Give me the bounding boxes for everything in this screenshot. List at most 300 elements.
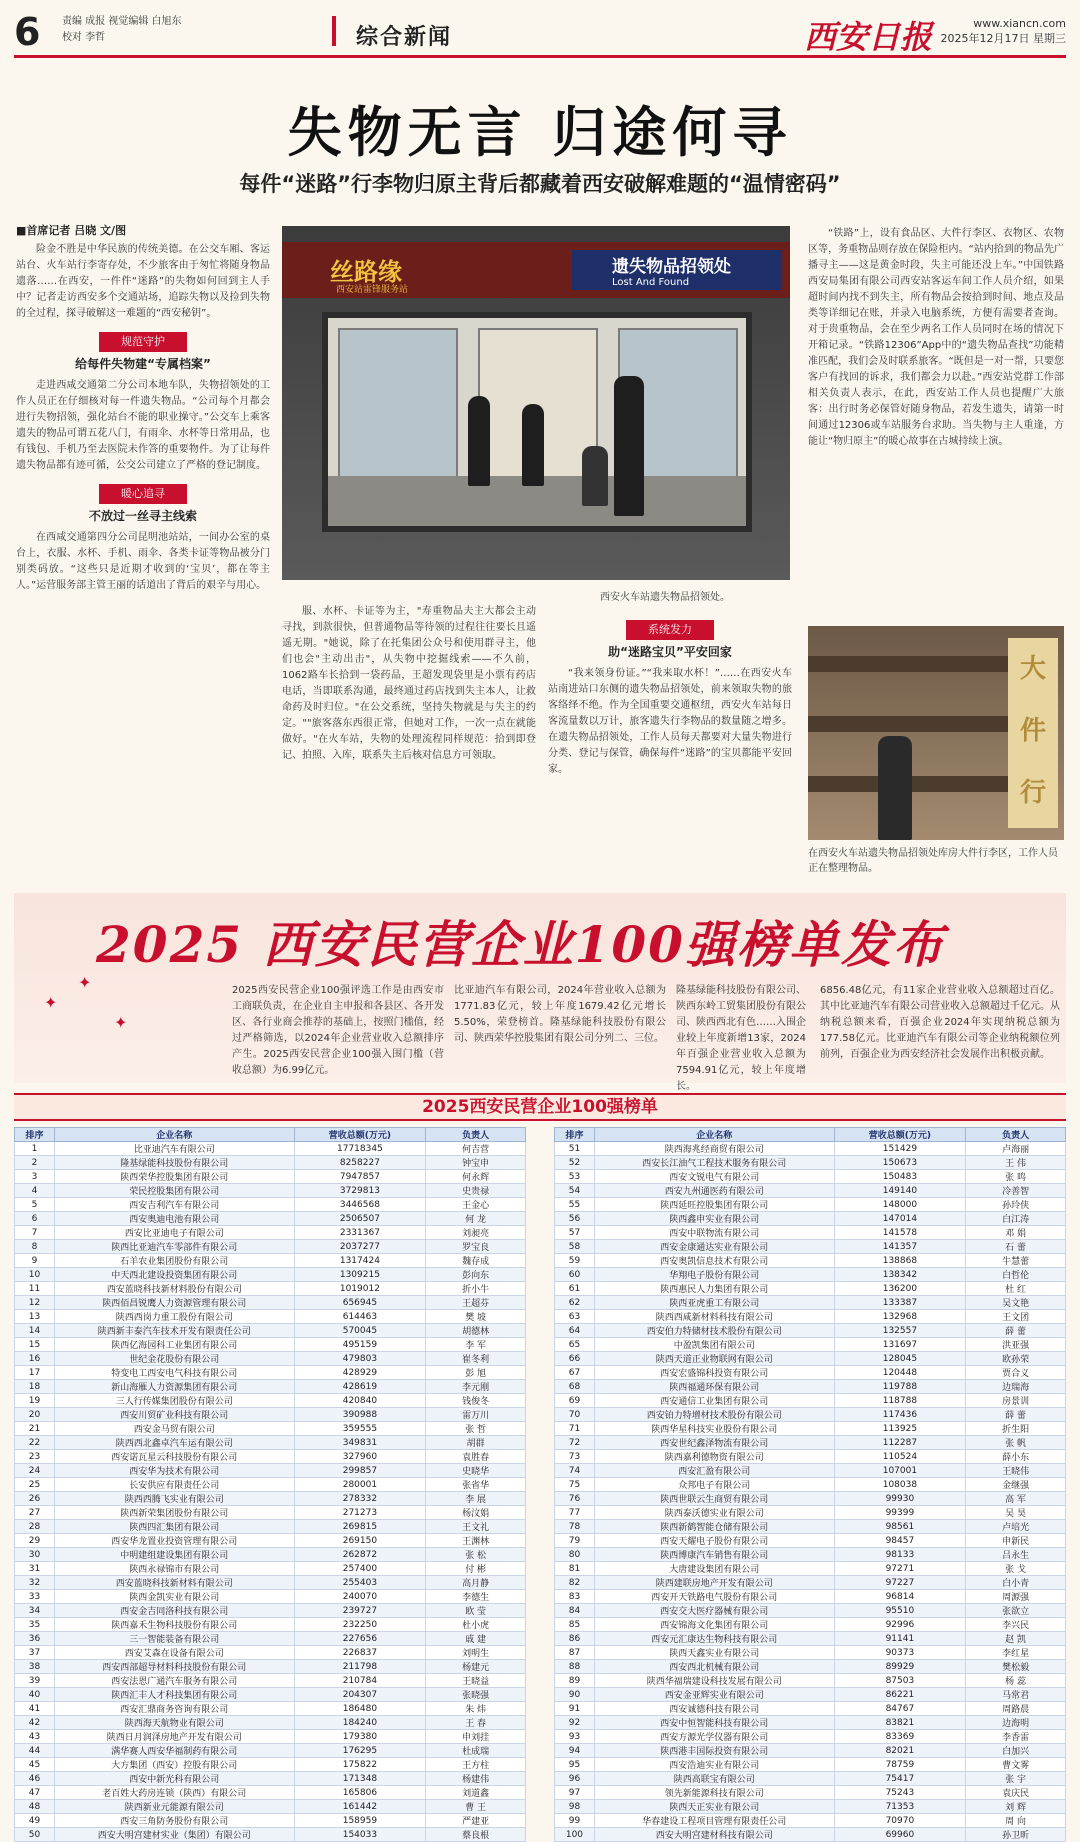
table-row bbox=[15, 1156, 526, 1170]
leader-cell: 樊 坡 bbox=[426, 1310, 526, 1324]
rank-cell: 29 bbox=[15, 1534, 55, 1548]
revenue-cell: 141357 bbox=[834, 1240, 966, 1254]
company-cell: 西安金康通达实业有限公司 bbox=[594, 1240, 834, 1254]
leader-cell: 高 军 bbox=[966, 1492, 1066, 1506]
column-text: 服、水杯、卡证等为主，"寿重物品夫主大都会主动寻找，到款很快，但普通物品等待领的过程往往要长且遥遥无期。"她说，除了在托集团公众号和使用群寻主，他们也会"主动出击"，从失物中挖掘线索——不久前，1062路车长拾到一袋药品，王超发现袋里是小票有药店电话，当即联系沟通，最终通过药店找到失主本人，让救命药及时归位。"在公交系统，坚持失物就是与失主的约定。""旅客落东西很正常，但她对工作，一次一点在就能做好。"在火车站，失物的处理流程同样规范：拾到即登记、拍照、入库，联系失主后核对信息方可领取。 bbox=[282, 606, 536, 761]
worker-figure bbox=[878, 736, 912, 840]
revenue-cell: 7947857 bbox=[294, 1170, 426, 1184]
table-row bbox=[15, 1730, 526, 1744]
leader-cell: 张晓强 bbox=[426, 1688, 526, 1702]
editor-credits bbox=[62, 14, 182, 46]
revenue-cell: 131697 bbox=[834, 1338, 966, 1352]
ranking-list-title: 2025西安民营企业100强榜单 bbox=[14, 1093, 1066, 1121]
dove-icon: ✦ bbox=[44, 993, 58, 1012]
leader-cell: 张 戈 bbox=[966, 1562, 1066, 1576]
table-row bbox=[555, 1408, 1066, 1422]
rank-cell: 33 bbox=[15, 1590, 55, 1604]
table-row bbox=[555, 1590, 1066, 1604]
table-row bbox=[15, 1240, 526, 1254]
leader-cell: 薛小东 bbox=[966, 1450, 1066, 1464]
revenue-cell: 165806 bbox=[294, 1786, 426, 1800]
company-cell: 陕西亚虎重工有限公司 bbox=[594, 1296, 834, 1310]
rank-cell: 46 bbox=[15, 1772, 55, 1786]
rank-cell: 51 bbox=[555, 1142, 595, 1156]
leader-cell: 钟宝申 bbox=[426, 1156, 526, 1170]
revenue-cell: 82021 bbox=[834, 1744, 966, 1758]
leader-cell: 邓 娟 bbox=[966, 1226, 1066, 1240]
table-row bbox=[15, 1282, 526, 1296]
company-cell: 西安长江油气工程技术服务有限公司 bbox=[594, 1156, 834, 1170]
masthead bbox=[14, 8, 1066, 58]
article-intro: 险金不胜是中华民族的传统美德。在公交车厢、客运站台、火车站行李寄存处，不少旅客由于匆忙将随身物品遗落……在西安，一件件“迷路”的失物如何回到主人手中？记者走访西安多个交通站场，追踪失物以及捡到失物的全过程，探寻破解这一难题的“西安秘钥”。 bbox=[16, 244, 270, 319]
leader-cell: 折生阳 bbox=[966, 1422, 1066, 1436]
storage-room-photo bbox=[808, 626, 1064, 840]
company-cell: 中天西北建设投资集团有限公司 bbox=[54, 1268, 294, 1282]
leader-cell: 申刘挂 bbox=[426, 1730, 526, 1744]
leader-cell: 赵 凯 bbox=[966, 1632, 1066, 1646]
revenue-cell: 154033 bbox=[294, 1828, 426, 1842]
section-text: 走进西咸交通第二分公司本地车队，失物招领处的工作人员正在仔细核对每一件遗失物品。“公司每个月都会进行失物招领，强化站台不能的职业操守。”公交车上乘客遗失的物品可谓五花八门，有雨伞、水杯等日常用品，也有钱包、手机乃至去医院未作答的重要物件。为了让每件遗失物品都有迹可循，公交公司建立了严格的登记制度。 bbox=[16, 380, 270, 471]
leader-cell: 卢培光 bbox=[966, 1520, 1066, 1534]
leader-cell: 房景训 bbox=[966, 1394, 1066, 1408]
masthead-meta bbox=[941, 16, 1067, 46]
company-cell: 西安金亚辉实业有限公司 bbox=[594, 1688, 834, 1702]
rank-cell: 64 bbox=[555, 1324, 595, 1338]
leader-cell: 薛 蕾 bbox=[966, 1324, 1066, 1338]
company-cell: 陕西新业元能源有限公司 bbox=[54, 1800, 294, 1814]
rank-cell: 79 bbox=[555, 1534, 595, 1548]
company-cell: 陕西惠民人力集团有限公司 bbox=[594, 1282, 834, 1296]
revenue-cell: 240070 bbox=[294, 1590, 426, 1604]
table-row bbox=[555, 1212, 1066, 1226]
table-row bbox=[555, 1310, 1066, 1324]
revenue-cell: 1019012 bbox=[294, 1282, 426, 1296]
issue-date: 2025年12月17日 星期三 bbox=[940, 32, 1066, 45]
table-row bbox=[555, 1198, 1066, 1212]
rank-cell: 19 bbox=[15, 1394, 55, 1408]
rank-cell: 61 bbox=[555, 1282, 595, 1296]
revenue-cell: 161442 bbox=[294, 1800, 426, 1814]
leader-cell: 张 帆 bbox=[966, 1436, 1066, 1450]
company-cell: 西安铂力特增材技术股份有限公司 bbox=[594, 1408, 834, 1422]
revenue-cell: 3446568 bbox=[294, 1198, 426, 1212]
revenue-cell: 78759 bbox=[834, 1758, 966, 1772]
table-row bbox=[15, 1520, 526, 1534]
company-cell: 西安三角防务股份有限公司 bbox=[54, 1814, 294, 1828]
table-row bbox=[555, 1240, 1066, 1254]
table-row bbox=[555, 1730, 1066, 1744]
table-row bbox=[15, 1562, 526, 1576]
revenue-cell: 133387 bbox=[834, 1296, 966, 1310]
company-cell: 西安金吉同洛科技有限公司 bbox=[54, 1604, 294, 1618]
leader-cell: 马常君 bbox=[966, 1688, 1066, 1702]
table-row bbox=[15, 1436, 526, 1450]
banner-paragraph: 比亚迪汽车有限公司，2024年营业收入总额为1771.83亿元，较上年度1679.42亿元增长5.50%，荣登榜首。隆基绿能科技股份有限公司、陕西荣华控股集团有限公司分列二、三位。 bbox=[454, 985, 666, 1044]
table-row bbox=[555, 1282, 1066, 1296]
table-row bbox=[15, 1464, 526, 1478]
company-cell: 陕西西腾飞实业有限公司 bbox=[54, 1492, 294, 1506]
banner-paragraph: 6856.48亿元，有11家企业营业收入总额超过百亿。其中比亚迪汽车有限公司营业收入总额超过千亿元。从纳税总额来看，百强企业2024年实现纳税总额为177.58亿元。比亚迪汽车有限公司等企业纳税额位列前列，百强企业为西安经济社会发展作出积极贡献。 bbox=[820, 985, 1060, 1060]
table-row bbox=[555, 1632, 1066, 1646]
revenue-cell: 495159 bbox=[294, 1338, 426, 1352]
leader-cell: 欧 莹 bbox=[426, 1604, 526, 1618]
table-row bbox=[15, 1688, 526, 1702]
newspaper-logo: 西安日报 bbox=[804, 18, 933, 56]
rank-cell: 81 bbox=[555, 1562, 595, 1576]
revenue-cell: 132557 bbox=[834, 1324, 966, 1338]
company-cell: 陕西新丰泰汽车技术开发有限责任公司 bbox=[54, 1324, 294, 1338]
rank-cell: 18 bbox=[15, 1380, 55, 1394]
office-window bbox=[338, 328, 458, 478]
company-cell: 陕西海兆经商贸有限公司 bbox=[594, 1142, 834, 1156]
leader-cell: 王金心 bbox=[426, 1198, 526, 1212]
company-cell: 西安伯力特储材技术股份有限公司 bbox=[594, 1324, 834, 1338]
rank-cell: 55 bbox=[555, 1198, 595, 1212]
company-cell: 西安法恩广通汽车服务有限公司 bbox=[54, 1674, 294, 1688]
table-row bbox=[555, 1548, 1066, 1562]
company-cell: 三一智能装备有限公司 bbox=[54, 1632, 294, 1646]
company-cell: 西安汇盈有限公司 bbox=[594, 1464, 834, 1478]
rank-cell: 22 bbox=[15, 1436, 55, 1450]
table-row bbox=[15, 1296, 526, 1310]
table-row bbox=[555, 1800, 1066, 1814]
company-cell: 西安方源光学仪器有限公司 bbox=[594, 1730, 834, 1744]
leader-cell: 崔冬利 bbox=[426, 1352, 526, 1366]
company-cell: 荣民控股集团有限公司 bbox=[54, 1184, 294, 1198]
leader-cell: 朱 炜 bbox=[426, 1702, 526, 1716]
revenue-cell: 119788 bbox=[834, 1380, 966, 1394]
rank-cell: 78 bbox=[555, 1520, 595, 1534]
company-cell: 陕西港丰国际投资有限公司 bbox=[594, 1744, 834, 1758]
rank-cell: 42 bbox=[15, 1716, 55, 1730]
leader-cell: 牛慧蕾 bbox=[966, 1254, 1066, 1268]
company-cell: 华翔电子股份有限公司 bbox=[594, 1268, 834, 1282]
rank-cell: 47 bbox=[15, 1786, 55, 1800]
table-row bbox=[555, 1688, 1066, 1702]
revenue-cell: 138342 bbox=[834, 1268, 966, 1282]
rank-cell: 12 bbox=[15, 1296, 55, 1310]
revenue-cell: 278332 bbox=[294, 1492, 426, 1506]
rank-cell: 65 bbox=[555, 1338, 595, 1352]
column-header: 营收总额(万元) bbox=[294, 1128, 426, 1142]
shelf bbox=[808, 716, 1008, 732]
table-row bbox=[555, 1646, 1066, 1660]
revenue-cell: 204307 bbox=[294, 1688, 426, 1702]
rank-cell: 11 bbox=[15, 1282, 55, 1296]
company-cell: 领先新能源科技有限公司 bbox=[594, 1786, 834, 1800]
table-row bbox=[555, 1226, 1066, 1240]
leader-cell: 杨建元 bbox=[426, 1660, 526, 1674]
table-row bbox=[15, 1212, 526, 1226]
leader-cell: 彭 旭 bbox=[426, 1366, 526, 1380]
company-cell: 比亚迪汽车有限公司 bbox=[54, 1142, 294, 1156]
article-subheadline: 每件“迷路”行李物归原主背后都藏着西安破解难题的“温情密码” bbox=[239, 172, 841, 196]
revenue-cell: 1309215 bbox=[294, 1268, 426, 1282]
revenue-cell: 117436 bbox=[834, 1408, 966, 1422]
leader-cell: 胡群 bbox=[426, 1436, 526, 1450]
leader-cell: 张 松 bbox=[426, 1548, 526, 1562]
company-cell: 西安中联物流有限公司 bbox=[594, 1226, 834, 1240]
company-cell: 西安吉利汽车有限公司 bbox=[54, 1198, 294, 1212]
rank-cell: 92 bbox=[555, 1716, 595, 1730]
rank-cell: 91 bbox=[555, 1702, 595, 1716]
revenue-cell: 151429 bbox=[834, 1142, 966, 1156]
revenue-cell: 128045 bbox=[834, 1352, 966, 1366]
section-text: 在西咸交通第四分公司昆明池站站，一间办公室的桌台上，衣服、水杯、手机、雨伞、各类卡证等物品被分门别类码放。“这些只是近期才收到的‘宝贝’，都在等主人。”运营服务部主管王丽的话道出了背后的艰辛与用心。 bbox=[16, 532, 270, 591]
company-cell: 陕西天正实业有限公司 bbox=[594, 1800, 834, 1814]
revenue-cell: 269150 bbox=[294, 1534, 426, 1548]
leader-cell: 洪亚强 bbox=[966, 1338, 1066, 1352]
table-row bbox=[15, 1674, 526, 1688]
rank-cell: 43 bbox=[15, 1730, 55, 1744]
table-row bbox=[555, 1520, 1066, 1534]
revenue-cell: 2506507 bbox=[294, 1212, 426, 1226]
leader-cell: 李德生 bbox=[426, 1590, 526, 1604]
table-row bbox=[555, 1422, 1066, 1436]
table-row bbox=[15, 1478, 526, 1492]
leader-cell: 樊松毅 bbox=[966, 1660, 1066, 1674]
revenue-cell: 3729813 bbox=[294, 1184, 426, 1198]
company-cell: 陕西天道正业物联网有限公司 bbox=[594, 1352, 834, 1366]
ranking-table-left bbox=[14, 1127, 526, 1842]
table-row bbox=[15, 1548, 526, 1562]
revenue-cell: 262872 bbox=[294, 1548, 426, 1562]
company-cell: 西安艾森在设备有限公司 bbox=[54, 1646, 294, 1660]
company-cell: 西安金马贸有限公司 bbox=[54, 1422, 294, 1436]
table-row bbox=[555, 1716, 1066, 1730]
table-row bbox=[555, 1660, 1066, 1674]
company-cell: 西安大明宫建材科技有限公司 bbox=[594, 1828, 834, 1842]
sign-brand-sub: 西安站雷锋服务站 bbox=[336, 285, 409, 295]
rank-cell: 50 bbox=[15, 1828, 55, 1842]
rank-cell: 98 bbox=[555, 1800, 595, 1814]
company-cell: 西安奥迪电池有限公司 bbox=[54, 1212, 294, 1226]
revenue-cell: 91141 bbox=[834, 1632, 966, 1646]
table-row bbox=[15, 1226, 526, 1240]
leader-cell: 杨 蕊 bbox=[966, 1674, 1066, 1688]
table-row bbox=[555, 1254, 1066, 1268]
revenue-cell: 148000 bbox=[834, 1198, 966, 1212]
revenue-cell: 149140 bbox=[834, 1184, 966, 1198]
revenue-cell: 87503 bbox=[834, 1674, 966, 1688]
leader-cell: 张 宇 bbox=[966, 1772, 1066, 1786]
leader-cell: 李元刚 bbox=[426, 1380, 526, 1394]
table-row bbox=[15, 1506, 526, 1520]
company-cell: 陕西日月润泽房地产开发有限公司 bbox=[54, 1730, 294, 1744]
passenger-figure bbox=[614, 376, 644, 516]
revenue-cell: 226837 bbox=[294, 1646, 426, 1660]
rank-cell: 68 bbox=[555, 1380, 595, 1394]
leader-cell: 白加兴 bbox=[966, 1744, 1066, 1758]
table-row bbox=[15, 1534, 526, 1548]
leader-cell: 钱俊冬 bbox=[426, 1394, 526, 1408]
company-cell: 陕西新荣集团股份有限公司 bbox=[54, 1506, 294, 1520]
section-title: 给每件失物建“专属档案” bbox=[75, 357, 211, 371]
table-row bbox=[15, 1702, 526, 1716]
rank-cell: 26 bbox=[15, 1492, 55, 1506]
table-row bbox=[15, 1310, 526, 1324]
rank-cell: 99 bbox=[555, 1814, 595, 1828]
leader-cell: 李 军 bbox=[426, 1338, 526, 1352]
table-row bbox=[15, 1380, 526, 1394]
section-divider bbox=[332, 16, 336, 46]
table-row bbox=[15, 1492, 526, 1506]
company-cell: 陕西西咸新材料科技有限公司 bbox=[594, 1310, 834, 1324]
revenue-cell: 349831 bbox=[294, 1436, 426, 1450]
leader-cell: 吴 昊 bbox=[966, 1506, 1066, 1520]
table-row bbox=[555, 1296, 1066, 1310]
rank-cell: 89 bbox=[555, 1674, 595, 1688]
rank-cell: 44 bbox=[15, 1744, 55, 1758]
leader-cell: 曹 王 bbox=[426, 1800, 526, 1814]
rank-cell: 34 bbox=[15, 1604, 55, 1618]
rank-cell: 9 bbox=[15, 1254, 55, 1268]
rank-cell: 10 bbox=[15, 1268, 55, 1282]
leader-cell: 孙玲侠 bbox=[966, 1198, 1066, 1212]
rank-cell: 38 bbox=[15, 1660, 55, 1674]
lost-found-sign bbox=[572, 250, 782, 290]
leader-cell: 王文团 bbox=[966, 1310, 1066, 1324]
article-headline: 失物无言 归途何寻 bbox=[287, 100, 793, 164]
company-cell: 陕西泰沃德实业有限公司 bbox=[594, 1506, 834, 1520]
table-row bbox=[555, 1576, 1066, 1590]
revenue-cell: 8258227 bbox=[294, 1156, 426, 1170]
rank-cell: 7 bbox=[15, 1226, 55, 1240]
company-cell: 西安华龙置业投资管理有限公司 bbox=[54, 1534, 294, 1548]
company-cell: 陕西嘉利德物资有限公司 bbox=[594, 1450, 834, 1464]
rank-cell: 80 bbox=[555, 1548, 595, 1562]
leader-cell: 边海明 bbox=[966, 1716, 1066, 1730]
column-header: 负责人 bbox=[426, 1128, 526, 1142]
rank-cell: 53 bbox=[555, 1170, 595, 1184]
company-cell: 陕西延旺控股集团有限公司 bbox=[594, 1198, 834, 1212]
revenue-cell: 132968 bbox=[834, 1310, 966, 1324]
table-row bbox=[15, 1618, 526, 1632]
revenue-cell: 327960 bbox=[294, 1450, 426, 1464]
revenue-cell: 359555 bbox=[294, 1422, 426, 1436]
company-cell: 陕西西岗力重工股份有限公司 bbox=[54, 1310, 294, 1324]
company-cell: 陕西新鹤智能仓储有限公司 bbox=[594, 1520, 834, 1534]
table-row bbox=[555, 1534, 1066, 1548]
rank-cell: 36 bbox=[15, 1632, 55, 1646]
revenue-cell: 75417 bbox=[834, 1772, 966, 1786]
table-row bbox=[555, 1436, 1066, 1450]
company-cell: 陕西金凯实业有限公司 bbox=[54, 1590, 294, 1604]
revenue-cell: 2037277 bbox=[294, 1240, 426, 1254]
leader-cell: 张 鸣 bbox=[966, 1170, 1066, 1184]
rank-cell: 84 bbox=[555, 1604, 595, 1618]
company-cell: 陕西四汇集团有限公司 bbox=[54, 1520, 294, 1534]
rank-cell: 16 bbox=[15, 1352, 55, 1366]
company-cell: 陕西佰昌锐鹰人力资源管理有限公司 bbox=[54, 1296, 294, 1310]
leader-cell: 张 哲 bbox=[426, 1422, 526, 1436]
company-cell: 特变电工西安电气科技有限公司 bbox=[54, 1366, 294, 1380]
table-row bbox=[555, 1702, 1066, 1716]
company-cell: 石羊农业集团股份有限公司 bbox=[54, 1254, 294, 1268]
table-row bbox=[555, 1828, 1066, 1842]
leader-cell: 白江涛 bbox=[966, 1212, 1066, 1226]
office-signboard bbox=[282, 242, 790, 298]
leader-cell: 王晓益 bbox=[426, 1674, 526, 1688]
company-cell: 陕西亿海园科工业集团有限公司 bbox=[54, 1338, 294, 1352]
company-cell: 华春建设工程项目管理有限责任公司 bbox=[594, 1814, 834, 1828]
revenue-cell: 99399 bbox=[834, 1506, 966, 1520]
leader-cell: 史贵禄 bbox=[426, 1184, 526, 1198]
revenue-cell: 75243 bbox=[834, 1786, 966, 1800]
company-cell: 陕西高联宝有限公司 bbox=[594, 1772, 834, 1786]
photo-caption: 西安火车站遗失物品招领处。 bbox=[600, 592, 730, 603]
company-cell: 陕西比亚迪汽车零部件有限公司 bbox=[54, 1240, 294, 1254]
leader-cell: 王方柱 bbox=[426, 1758, 526, 1772]
company-cell: 西安宏盛锦科投资有限公司 bbox=[594, 1366, 834, 1380]
rank-cell: 70 bbox=[555, 1408, 595, 1422]
rank-cell: 49 bbox=[15, 1814, 55, 1828]
leader-cell: 胡德林 bbox=[426, 1324, 526, 1338]
revenue-cell: 98457 bbox=[834, 1534, 966, 1548]
leader-cell: 李红星 bbox=[966, 1646, 1066, 1660]
rank-cell: 90 bbox=[555, 1688, 595, 1702]
company-cell: 西安汇鼎商务咨询有限公司 bbox=[54, 1702, 294, 1716]
leader-cell: 王 春 bbox=[426, 1716, 526, 1730]
company-cell: 中盈凯集团有限公司 bbox=[594, 1338, 834, 1352]
leader-cell: 王 伟 bbox=[966, 1156, 1066, 1170]
rank-cell: 5 bbox=[15, 1198, 55, 1212]
table-row bbox=[15, 1632, 526, 1646]
leader-cell: 付 彬 bbox=[426, 1562, 526, 1576]
revenue-cell: 92996 bbox=[834, 1618, 966, 1632]
rank-cell: 97 bbox=[555, 1786, 595, 1800]
table-row bbox=[15, 1814, 526, 1828]
editor-line: 责编 成报 视觉编辑 白旭东 bbox=[62, 16, 182, 27]
staff-figure bbox=[522, 404, 544, 486]
table-row bbox=[555, 1184, 1066, 1198]
revenue-cell: 84767 bbox=[834, 1702, 966, 1716]
company-cell: 陕西福通环保有限公司 bbox=[594, 1380, 834, 1394]
section-text: “我来领身份证。”“我来取水杯！”……在西安火车站南进站口东侧的遗失物品招领处，前来领取失物的旅客络绎不绝。作为全国重要交通枢纽，西安火车站每日客流量数以万计，旅客遗失行李物品的数量随之增多。在遗失物品招领处，工作人员每天都要对大量失物进行分类、登记与保管，确保每件“迷路”的宝贝都能平安回家。 bbox=[548, 668, 792, 775]
rank-cell: 40 bbox=[15, 1688, 55, 1702]
revenue-cell: 479803 bbox=[294, 1352, 426, 1366]
leader-cell: 折小牛 bbox=[426, 1282, 526, 1296]
sign-en: Lost And Found bbox=[612, 277, 690, 288]
rank-cell: 8 bbox=[15, 1240, 55, 1254]
article-column-1 bbox=[16, 242, 270, 878]
leader-cell: 张欲立 bbox=[966, 1604, 1066, 1618]
company-cell: 西安浩迪实业有限公司 bbox=[594, 1758, 834, 1772]
revenue-cell: 570045 bbox=[294, 1324, 426, 1338]
table-row bbox=[15, 1828, 526, 1842]
leader-cell: 袁庆民 bbox=[966, 1786, 1066, 1800]
table-row bbox=[555, 1380, 1066, 1394]
company-cell: 陕西博康汽车销售有限公司 bbox=[594, 1548, 834, 1562]
rank-cell: 41 bbox=[15, 1702, 55, 1716]
banner-paragraph: 隆基绿能科技股份有限公司、陕西东岭工贸集团股份有限公司、陕西西北有色……入围企业较上年度新增13家，2024年百强企业营业收入总额为7594.91亿元，较上年度增长。 bbox=[676, 985, 806, 1092]
company-cell: 西安大明宫建材实业（集团）有限公司 bbox=[54, 1828, 294, 1842]
leader-cell: 欧孙荣 bbox=[966, 1352, 1066, 1366]
company-cell: 陕西鑫申实业有限公司 bbox=[594, 1212, 834, 1226]
rank-cell: 21 bbox=[15, 1422, 55, 1436]
lost-and-found-photo bbox=[282, 226, 790, 580]
sign-brand: 丝路缘 bbox=[330, 257, 402, 286]
company-cell: 大唐建设集团有限公司 bbox=[594, 1562, 834, 1576]
rank-cell: 69 bbox=[555, 1394, 595, 1408]
table-row bbox=[555, 1506, 1066, 1520]
company-cell: 西安诚德科技有限公司 bbox=[594, 1702, 834, 1716]
company-cell: 陕西汇丰人才科技集团有限公司 bbox=[54, 1688, 294, 1702]
revenue-cell: 210784 bbox=[294, 1674, 426, 1688]
table-row bbox=[15, 1604, 526, 1618]
table-row bbox=[15, 1772, 526, 1786]
rank-cell: 31 bbox=[15, 1562, 55, 1576]
